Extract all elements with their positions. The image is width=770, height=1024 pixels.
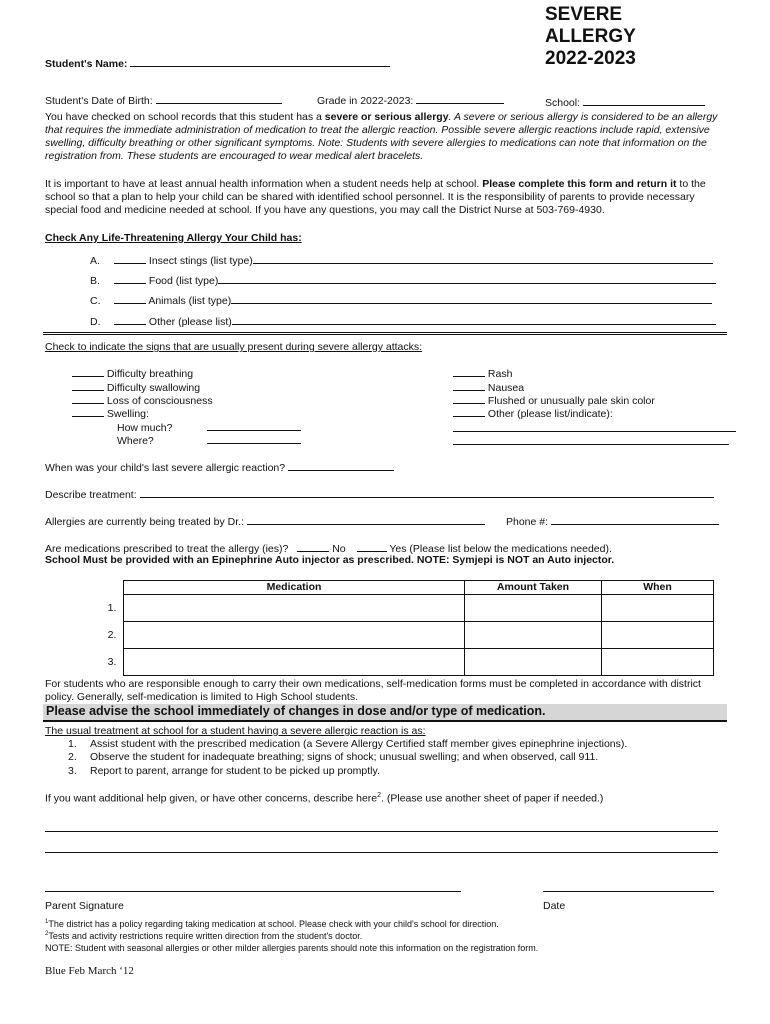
meds-question-label: Are medications prescribed to treat the allergy (ies)? (45, 543, 289, 555)
allergy-item-label: Other (please list) (148, 316, 232, 328)
table-row (101, 595, 714, 622)
additional-help-after: . (Please use another sheet of paper if needed.) (381, 792, 604, 805)
doctor-field[interactable] (247, 514, 485, 525)
allergy-item-field[interactable] (232, 314, 716, 325)
treatment-step (68, 765, 380, 778)
describe-treatment-row (45, 487, 714, 502)
allergy-item-b (90, 273, 716, 288)
step-number: 2. (68, 751, 77, 763)
sign-label: Nausea (487, 382, 525, 394)
sign-label: Loss of consciousness (106, 395, 213, 407)
when-cell[interactable] (602, 595, 714, 622)
concerns-line-2[interactable] (45, 852, 718, 853)
form-title (545, 4, 636, 70)
other-sign-line-1[interactable] (453, 431, 736, 432)
footnote-2 (45, 931, 362, 942)
allergy-item-a (90, 253, 713, 268)
section-divider (43, 332, 727, 335)
allergy-item-field[interactable] (253, 253, 713, 264)
allergy-item-label: Animals (list type) (148, 295, 232, 307)
allergy-item-checkbox[interactable] (114, 314, 146, 325)
row-number: 1. (107, 601, 117, 614)
usual-treatment-heading: The usual treatment at school for a student having a severe allergic reaction is as: (45, 725, 426, 737)
advise-bar (43, 704, 727, 722)
when-cell[interactable] (602, 622, 714, 649)
revision-note: Blue Feb March ‘12 (45, 965, 134, 977)
student-name-label: Student's Name: (45, 58, 128, 70)
allergy-item-c (90, 293, 712, 308)
intro-paragraph-2 (45, 178, 730, 217)
student-name-field[interactable] (130, 56, 390, 67)
grade-field[interactable] (416, 93, 504, 104)
footnote-marker: 1 (45, 919, 49, 925)
dob-row (45, 93, 282, 108)
amount-column-header: Amount Taken (465, 581, 602, 595)
meds-no-checkbox[interactable] (297, 541, 329, 552)
allergy-item-letter: B. (90, 275, 100, 287)
other-sign-line-2[interactable] (453, 444, 729, 445)
intro-p1-italic: . A severe or serious allergy is considered to be an allergy that requires the immediate administration of medication to treat the allergic reaction. Possible severe allergic reactions include rapid, extensive swelling, difficulty breathing or other significant symptoms. Note: Students with severe allergies to medications can note that information on the registration from. These students are encouraged to wear medical alert bracelets. (45, 111, 718, 163)
sign-checkbox[interactable] (72, 406, 104, 417)
title-line-2: ALLERGY (545, 26, 636, 47)
allergy-item-checkbox[interactable] (114, 273, 146, 284)
step-text: Report to parent, arrange for student to be picked up promptly. (90, 765, 380, 777)
sign-right-item (453, 406, 613, 421)
sign-left-item (72, 366, 193, 381)
sign-label: Flushed or unusually pale skin color (487, 395, 655, 407)
school-field[interactable] (583, 95, 705, 106)
where-field[interactable] (207, 433, 301, 444)
intro-p1-a: You have checked on school records that this student has a (45, 111, 325, 123)
meds-yes-checkbox[interactable] (357, 541, 387, 552)
student-name-row (45, 56, 390, 71)
allergy-section-heading: Check Any Life-Threatening Allergy Your Child has: (45, 232, 302, 244)
allergy-item-field[interactable] (231, 293, 712, 304)
dob-label: Student's Date of Birth: (45, 95, 153, 107)
parent-signature-line[interactable] (45, 891, 461, 892)
medication-cell[interactable] (124, 622, 465, 649)
row-number: 2. (107, 628, 117, 641)
sign-label: Rash (487, 368, 513, 380)
sign-checkbox[interactable] (453, 366, 485, 377)
title-line-3: 2022-2023 (545, 48, 636, 69)
allergy-item-field[interactable] (218, 273, 716, 284)
phone-field[interactable] (551, 514, 719, 525)
footnote-marker: 2 (45, 931, 49, 937)
sign-checkbox[interactable] (453, 393, 485, 404)
allergy-item-letter: C. (90, 295, 101, 307)
grade-row (317, 93, 504, 108)
footnote-3 (45, 943, 538, 954)
medication-table (101, 580, 714, 676)
table-row (101, 622, 714, 649)
sign-label: Difficulty breathing (106, 368, 194, 380)
allergy-item-letter: D. (90, 316, 101, 328)
self-medication-note: For students who are responsible enough to carry their own medications, self-medication forms must be completed in accordance with district policy. Generally, self-medication is limited to High School students. (45, 678, 701, 704)
treated-by-row (45, 514, 485, 529)
allergy-item-letter: A. (90, 255, 100, 267)
sign-checkbox[interactable] (453, 380, 485, 391)
describe-treatment-label: Describe treatment: (45, 489, 137, 501)
intro-paragraph-1 (45, 111, 730, 163)
sign-label: Swelling: (106, 408, 149, 420)
footnote-text: NOTE: Student with seasonal allergies or other milder allergies parents should note this information on the registration form. (45, 943, 539, 953)
treated-by-label: Allergies are currently being treated by Dr.: (45, 516, 245, 528)
last-reaction-row (45, 460, 394, 475)
additional-help-row (45, 792, 603, 806)
medication-cell[interactable] (124, 595, 465, 622)
table-corner (101, 581, 124, 595)
sign-checkbox[interactable] (72, 366, 104, 377)
phone-label: Phone #: (506, 516, 549, 528)
amount-cell[interactable] (465, 595, 602, 622)
grade-label: Grade in 2022-2023: (317, 95, 414, 107)
describe-treatment-field[interactable] (140, 487, 714, 498)
school-row (545, 95, 705, 110)
amount-cell[interactable] (465, 622, 602, 649)
allergy-item-label: Insect stings (list type) (148, 255, 253, 267)
concerns-line-1[interactable] (45, 831, 718, 832)
sign-label: Other (please list/indicate): (487, 408, 613, 420)
table-row (101, 649, 714, 676)
step-text: Observe the student for inadequate breathing; signs of shock; unusual swelling; and when observed, call 911. (90, 751, 599, 763)
date-label: Date (543, 900, 566, 912)
advise-bar-text: Please advise the school immediately of changes in dose and/or type of medication. (46, 704, 546, 718)
sign-label: Difficulty swallowing (106, 382, 201, 394)
intro-p2-c: to the school so that a plan to help your child can be shared with identified school personnel. It is the responsibility of parents to provide necessary special food and medicine needed at school. If you have any questions, you may call the District Nurse at 503-769-4930. (45, 178, 706, 217)
additional-help-footnote-ref: 2 (377, 792, 382, 799)
medication-column-header: Medication (124, 581, 465, 595)
how-much-field[interactable] (207, 420, 301, 431)
sign-left-item (72, 406, 149, 421)
additional-help-label: If you want additional help given, or have other concerns, describe here (45, 792, 378, 805)
step-number: 1. (68, 738, 77, 750)
step-text: Assist student with the prescribed medication (a Severe Allergy Certified staff member gives epinephrine injections). (90, 738, 628, 750)
title-line-1: SEVERE (545, 4, 623, 25)
row-number: 3. (107, 655, 117, 668)
footnote-text: The district has a policy regarding taking medication at school. Please check with your child's school for direction. (48, 919, 499, 929)
swelling-where (117, 433, 301, 448)
step-number: 3. (68, 765, 77, 777)
medication-cell[interactable] (124, 649, 465, 676)
meds-no-label: No (332, 543, 346, 555)
school-label: School: (545, 97, 581, 109)
phone-row (506, 514, 719, 529)
treatment-step (68, 738, 627, 751)
allergy-item-d (90, 314, 716, 329)
allergy-item-checkbox[interactable] (114, 293, 146, 304)
epi-note: School Must be provided with an Epinephrine Auto injector as prescribed. NOTE: Symjepi is NOT an Auto injector. (45, 554, 615, 566)
sign-checkbox[interactable] (72, 393, 104, 404)
intro-p2-a: It is important to have at least annual health information when a student needs help at school. (45, 178, 483, 190)
treatment-step (68, 751, 598, 764)
dob-field[interactable] (156, 93, 282, 104)
sign-checkbox[interactable] (453, 406, 485, 417)
footnote-1 (45, 919, 499, 930)
parent-signature-label: Parent Signature (45, 900, 124, 912)
signs-section-heading: Check to indicate the signs that are usually present during severe allergy attacks: (45, 341, 423, 353)
how-much-label: How much? (117, 422, 173, 434)
intro-p1-bold: severe or serious allergy (324, 111, 449, 123)
footnote-text: Tests and activity restrictions require written direction from the student's doctor. (48, 931, 363, 941)
when-cell[interactable] (602, 649, 714, 676)
sign-checkbox[interactable] (72, 380, 104, 391)
date-line[interactable] (543, 891, 714, 892)
last-reaction-label: When was your child's last severe allergic reaction? (45, 462, 286, 474)
intro-p2-bold: Please complete this form and return it (482, 178, 677, 190)
last-reaction-field[interactable] (288, 460, 394, 471)
meds-yes-label: Yes (Please list below the medications needed). (389, 543, 612, 555)
allergy-item-checkbox[interactable] (114, 253, 146, 264)
when-column-header: When (602, 581, 714, 595)
amount-cell[interactable] (465, 649, 602, 676)
sign-right-item (453, 366, 512, 381)
where-label: Where? (117, 435, 154, 447)
allergy-item-label: Food (list type) (148, 275, 219, 287)
